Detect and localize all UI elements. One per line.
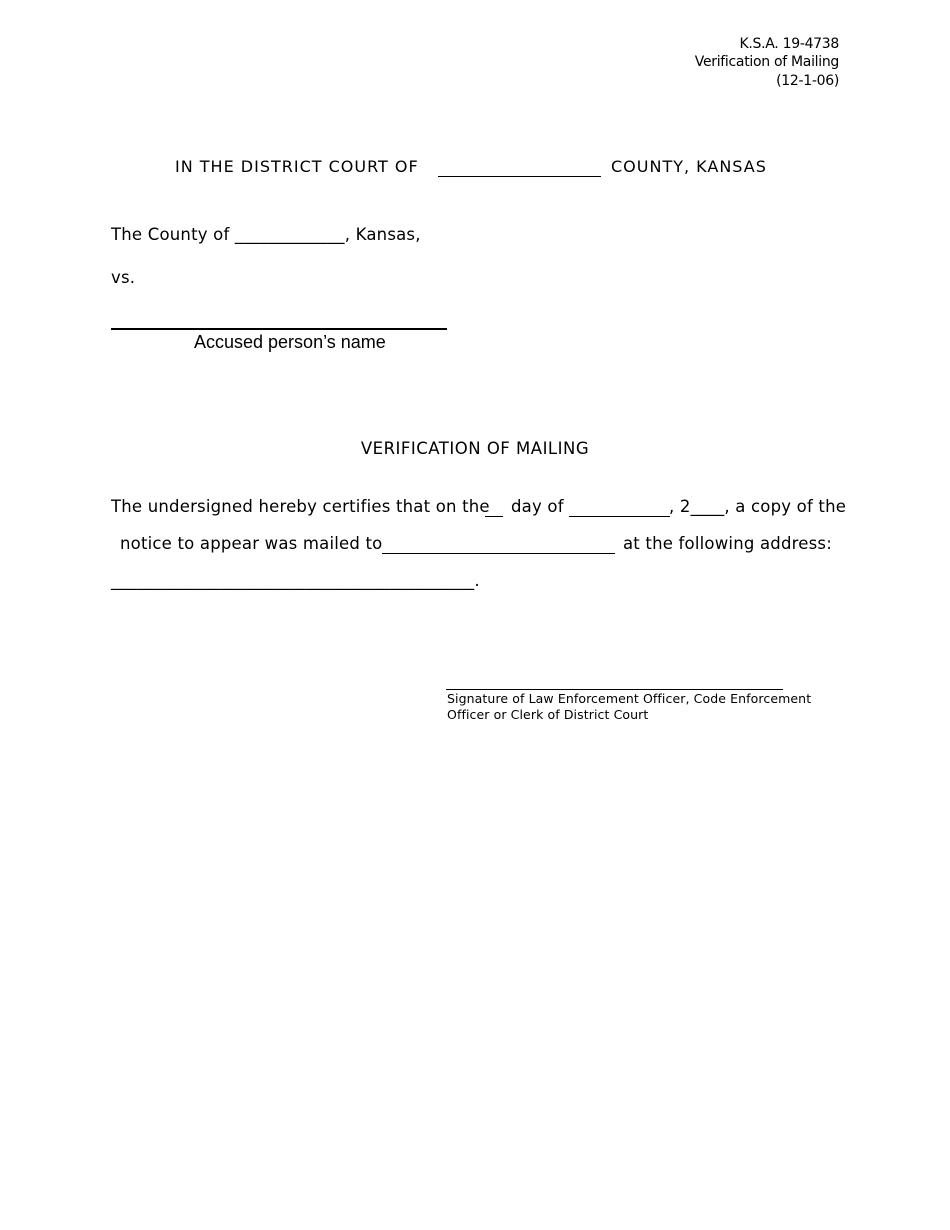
plaintiff-line: The County of _____________, Kansas, [111, 225, 421, 244]
form-revision-date: (12-1-06) [776, 73, 839, 89]
document-title: VERIFICATION OF MAILING [360, 439, 590, 458]
statute-reference: K.S.A. 19-4738 [739, 36, 839, 52]
signature-caption-line2: Officer or Clerk of District Court [447, 707, 649, 722]
signature-line[interactable] [446, 689, 783, 690]
court-prefix: IN THE DISTRICT COURT OF [175, 157, 419, 176]
court-suffix: COUNTY, KANSAS [611, 157, 767, 176]
certification-part2: day of [511, 497, 564, 516]
certification-part1: The undersigned hereby certifies that on the [111, 497, 490, 516]
recipient-blank[interactable] [382, 553, 615, 554]
certification-part5: at the following address: [623, 534, 832, 553]
month-blank[interactable] [569, 516, 670, 517]
versus-label: vs. [111, 268, 136, 287]
address-line[interactable]: ___________________________________________. [111, 571, 480, 590]
certification-part3: , 2____, a copy of the [669, 497, 847, 516]
day-blank[interactable] [485, 516, 503, 517]
accused-name-label: Accused person’s name [194, 332, 386, 352]
signature-caption-line1: Signature of Law Enforcement Officer, Code Enforcement [447, 691, 812, 706]
county-name-blank[interactable] [438, 176, 601, 177]
certification-part4: notice to appear was mailed to [120, 534, 383, 553]
accused-name-line[interactable] [111, 328, 447, 330]
form-name: Verification of Mailing [694, 54, 839, 70]
